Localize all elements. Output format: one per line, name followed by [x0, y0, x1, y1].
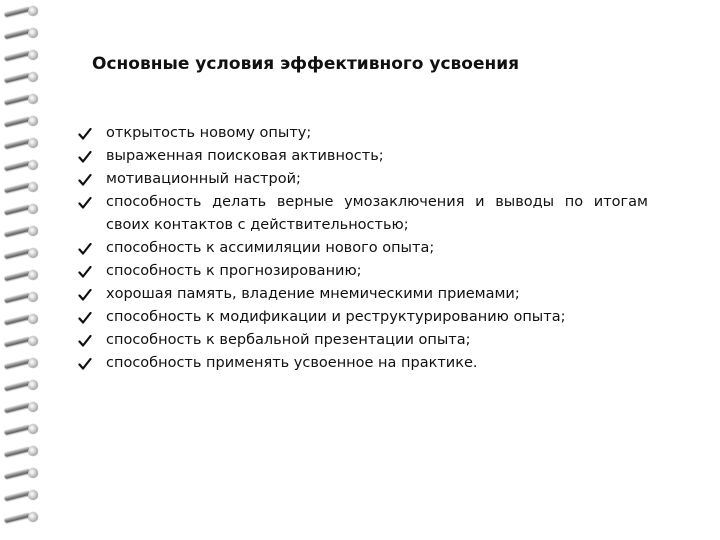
list-item	[78, 306, 648, 329]
spiral-coil	[2, 136, 42, 150]
spiral-coil	[2, 422, 42, 436]
conditions-list	[78, 122, 648, 375]
spiral-coil	[2, 180, 42, 194]
checkmark-icon	[78, 172, 92, 186]
list-item-text: способность делать верные умозаключения и выводы по итогам своих контактов с действительностью;	[106, 194, 648, 233]
list-item-text: способность применять усвоенное на практике.	[106, 355, 478, 371]
spiral-coil	[2, 510, 42, 524]
list-item-text: способность к прогнозированию;	[106, 263, 362, 279]
list-item-text: мотивационный настрой;	[106, 171, 301, 187]
spiral-binding	[0, 0, 46, 540]
spiral-coil	[2, 466, 42, 480]
spiral-coil	[2, 92, 42, 106]
list-item	[78, 122, 648, 145]
list-item	[78, 237, 648, 260]
list-item-text: способность к вербальной презентации опыта;	[106, 332, 471, 348]
slide-title: Основные условия эффективного усвоения	[92, 54, 520, 74]
spiral-coil	[2, 202, 42, 216]
checkmark-icon	[78, 195, 92, 209]
checkmark-icon	[78, 287, 92, 301]
spiral-coil	[2, 444, 42, 458]
spiral-coil	[2, 4, 42, 18]
list-item-text: способность к модификации и реструктурированию опыта;	[106, 309, 566, 325]
list-item	[78, 352, 648, 375]
spiral-coil	[2, 268, 42, 282]
list-item-text: открытость новому опыту;	[106, 125, 312, 141]
spiral-coil	[2, 48, 42, 62]
list-item-text: способность к ассимиляции нового опыта;	[106, 240, 435, 256]
checkmark-icon	[78, 333, 92, 347]
checkmark-icon	[78, 310, 92, 324]
list-item	[78, 260, 648, 283]
spiral-coil	[2, 378, 42, 392]
spiral-coil	[2, 334, 42, 348]
spiral-coil	[2, 400, 42, 414]
checkmark-icon	[78, 126, 92, 140]
spiral-coil	[2, 312, 42, 326]
list-item-text: хорошая память, владение мнемическими приемами;	[106, 286, 520, 302]
checkmark-icon	[78, 356, 92, 370]
spiral-coil	[2, 224, 42, 238]
checkmark-icon	[78, 241, 92, 255]
list-item	[78, 145, 648, 168]
list-item	[78, 191, 648, 237]
spiral-coil	[2, 114, 42, 128]
spiral-coil	[2, 246, 42, 260]
list-item	[78, 168, 648, 191]
spiral-coil	[2, 158, 42, 172]
list-item-text: выраженная поисковая активность;	[106, 148, 384, 164]
list-item	[78, 329, 648, 352]
checkmark-icon	[78, 264, 92, 278]
list-item	[78, 283, 648, 306]
spiral-coil	[2, 26, 42, 40]
checkmark-icon	[78, 149, 92, 163]
spiral-coil	[2, 488, 42, 502]
spiral-coil	[2, 290, 42, 304]
spiral-coil	[2, 70, 42, 84]
spiral-coil	[2, 356, 42, 370]
